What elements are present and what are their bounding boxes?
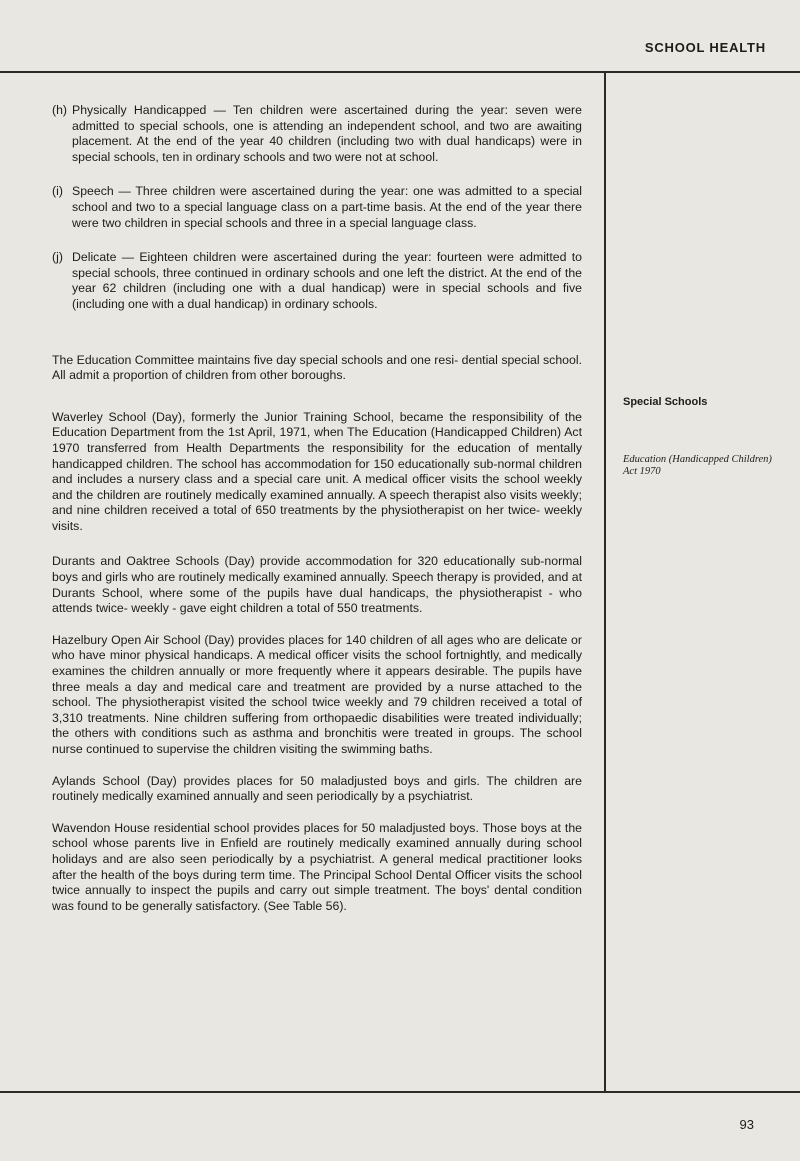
page-number: 93 [739, 1117, 754, 1132]
aylands-paragraph: Aylands School (Day) provides places for 50 maladjusted boys and girls. The children are routinely medically examined annually and seen periodically by a psychiatrist. [52, 773, 582, 804]
list-item-text: Speech — Three children were ascertained during the year: one was admitted to a special school and two to a special language class on a part-time basis. At the end of the year there were two children in special schools and three in a special language class. [72, 184, 582, 230]
list-item-physically-handicapped [52, 103, 582, 165]
list-item-speech [52, 184, 582, 231]
list-item-delicate [52, 250, 582, 312]
waverley-paragraph: Waverley School (Day), formerly the Junior Training School, became the responsibility of the Education Department from the 1st April, 1971, when The Education (Handicapped Children) Act 1970 transferred from Health Departments the responsibility for the education of mentally handicapped children. The school has accommodation for 150 educationally sub-normal children and includes a nursery class and a special care unit. A medical officer visits the school weekly and the children are routinely medically examined annually. A speech therapist also visits weekly; and nine children received a total of 650 treatments by the physiotherapist on her twice- weekly visits. [52, 409, 582, 533]
top-rule [0, 71, 800, 73]
main-text-column [52, 103, 582, 914]
margin-rule [604, 72, 606, 1092]
list-item-text: Physically Handicapped — Ten children were ascertained during the year: seven were admitted to special schools, one is attending an independent school, and two are awaiting placement. At the end of the year 40 children (including two with dual handicaps) were in special schools, ten in ordinary schools and two were not at school. [72, 103, 582, 164]
bottom-rule [0, 1091, 800, 1093]
list-marker: (j) [52, 250, 63, 265]
list-marker: (i) [52, 184, 63, 199]
list-item-text: Delicate — Eighteen children were ascertained during the year: fourteen were admitted to special schools, three continued in ordinary schools and one left the district. At the end of the year 62 children (including one with a dual handicap) were in special schools and five (including one with a dual handicap) in ordinary schools. [72, 250, 582, 311]
sidebar-note: Education (Handicapped Children) Act 1970 [623, 454, 772, 477]
intro-paragraph: The Education Committee maintains five day special schools and one resi- dential special school. All admit a proportion of children from other boroughs. [52, 352, 582, 383]
durants-paragraph: Durants and Oaktree Schools (Day) provide accommodation for 320 educationally sub-normal boys and girls who are routinely medically examined annually. Speech therapy is provided, and at Durants School, where some of the pupils have dual handicaps, the physiotherapist - who attends twice- weekly - gave eight children a total of 550 treatments. [52, 554, 582, 616]
list-marker: (h) [52, 103, 68, 117]
sidebar-heading: Special Schools [623, 396, 708, 408]
running-header: SCHOOL HEALTH [644, 40, 766, 55]
hazelbury-paragraph: Hazelbury Open Air School (Day) provides places for 140 children of all ages who are delicate or who have minor physical handicaps. A medical officer visits the school fortnightly, and medically examines the children annually or more frequently where it appears desirable. The pupils have three meals a day and medical care and treatment are provided by a nurse attached to the school. The physiotherapist visited the school twice weekly and 79 children received a total of 3,310 treatments. Nine children suffering from orthopaedic disabilities were treated individually; the others with conditions such as asthma and bronchitis were treated in groups. The school nurse continued to supervise the children visiting the swimming baths. [52, 632, 582, 756]
wavendon-paragraph: Wavendon House residential school provides places for 50 maladjusted boys. Those boys at the school whose parents live in Enfield are routinely medically examined annually during school holidays and are also seen periodically by a psychiatrist. A general medical practitioner looks after the health of the boys during term time. The Principal School Dental Officer visits the school twice annually to inspect the pupils and carry out simple treatment. The boys' dental condition was found to be generally satisfactory. (See Table 56). [52, 820, 582, 913]
